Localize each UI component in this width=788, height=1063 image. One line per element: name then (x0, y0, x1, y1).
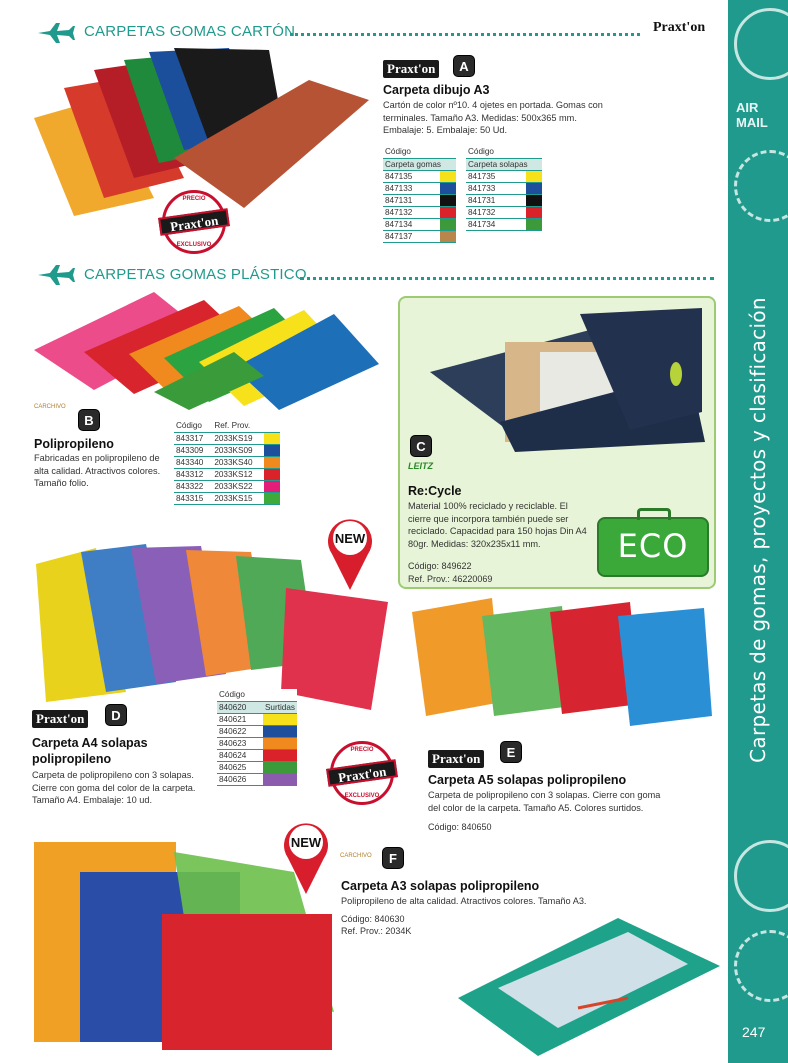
balloon-stamp-icon (734, 150, 788, 222)
cell-code: 843312 (174, 468, 212, 480)
color-swatch (526, 182, 542, 194)
table-row (466, 170, 542, 182)
cell-code: 847135 (383, 170, 440, 182)
product-f-code: Código: 840630 (341, 914, 405, 924)
cell-code: 840624 (217, 749, 263, 761)
color-swatch (440, 230, 456, 242)
new-label: NEW (334, 531, 366, 546)
table-row (383, 194, 456, 206)
color-swatch (263, 749, 297, 761)
table-header: Código (174, 420, 212, 432)
cell-code: 847131 (383, 194, 440, 206)
color-swatch (440, 218, 456, 230)
table-row (466, 194, 542, 206)
price-stamp-a4 (330, 741, 394, 805)
new-label: NEW (290, 835, 322, 850)
product-e-title: Carpeta A5 solapas polipropileno (428, 773, 627, 787)
color-swatch (263, 737, 297, 749)
cell-ref: 2033KS15 (212, 492, 264, 504)
color-swatch (263, 725, 297, 737)
cell-code: 841734 (466, 218, 526, 230)
new-badge-icon-2 (280, 818, 332, 896)
sidebar-category-title: Carpetas de gomas, proyectos y clasificación (746, 297, 770, 763)
product-e-brand: Praxt'on (428, 750, 484, 768)
color-swatch (440, 170, 456, 182)
product-c-code: Código: 849622 (408, 561, 472, 571)
product-d-brand: Praxt'on (32, 710, 88, 728)
product-b-table (174, 420, 280, 505)
section-title-carton: CARPETAS GOMAS CARTÓN (84, 23, 296, 40)
table-row (383, 218, 456, 230)
color-swatch (264, 480, 280, 492)
price-stamp-top: PRECIO (182, 196, 206, 202)
cell-code: 840621 (217, 713, 263, 725)
product-c-letter: C (410, 435, 432, 457)
sidebar (728, 0, 788, 1063)
cell-code: 840626 (217, 773, 263, 785)
color-swatch (526, 194, 542, 206)
product-f-letter: F (382, 847, 404, 869)
cell-code: 841733 (466, 182, 526, 194)
postmark-stamp-icon-bottom (734, 840, 788, 912)
product-a-letter: A (453, 55, 475, 77)
color-swatch (526, 218, 542, 230)
cell-code: 840622 (217, 725, 263, 737)
table-row (383, 182, 456, 194)
table-subheader-assorted: Surtidas (264, 702, 295, 712)
cell-ref: 2033KS22 (212, 480, 264, 492)
cell-code: 840623 (217, 737, 263, 749)
product-a-table-gomas (383, 146, 456, 243)
product-b-title: Polipropileno (34, 437, 114, 451)
price-stamp-carton (162, 190, 226, 254)
table-row (217, 725, 297, 737)
table-subheader-code: 840620 (217, 701, 263, 713)
cell-code: 843309 (174, 444, 212, 456)
brand-logo: Praxt'on (653, 20, 706, 35)
price-stamp-bottom: EXCLUSIVO (344, 793, 380, 799)
product-b-letter: B (78, 409, 100, 431)
color-swatch (264, 456, 280, 468)
table-row (383, 170, 456, 182)
color-swatch (263, 713, 297, 725)
postmark-stamp-icon-bottom-2 (734, 930, 788, 1002)
page-number: 247 (742, 1024, 766, 1040)
section-divider-2 (300, 277, 714, 280)
product-a-brand: Praxt'on (383, 60, 439, 78)
color-swatch (264, 444, 280, 456)
product-f-brand: CARCHIVO (340, 853, 372, 859)
product-b-description: Fabricadas en polipropileno de alta calidad. Atractivos colores. Tamaño folio. (34, 453, 161, 488)
color-swatch (440, 182, 456, 194)
product-b-brand: CARCHIVO (34, 404, 66, 410)
color-swatch (440, 194, 456, 206)
product-c-ref: Ref. Prov.: 46220069 (408, 574, 493, 584)
product-e-letter: E (500, 741, 522, 763)
table-row (174, 444, 280, 456)
table-subheader: Carpeta gomas (383, 158, 456, 170)
product-image-polypropylene-folders (34, 292, 394, 410)
eco-briefcase-icon (597, 517, 709, 577)
color-swatch (263, 761, 297, 773)
airplane-icon (36, 22, 76, 44)
price-stamp-top: PRECIO (350, 747, 374, 753)
cell-code: 840625 (217, 761, 263, 773)
product-c-description: Material 100% reciclado y reciclable. El cierre que incorpora también puede ser reciclado. Capacidad para 150 hojas Din A4 80gr. Medidas: 320x235x11 mm. (408, 501, 587, 549)
cell-code: 841735 (466, 170, 526, 182)
table-row (174, 480, 280, 492)
cell-code: 843340 (174, 456, 212, 468)
table-row (383, 230, 456, 242)
color-swatch (264, 432, 280, 444)
product-f-description: Polipropileno de alta calidad. Atractivos colores. Tamaño A3. (341, 896, 587, 906)
airplane-icon-2 (36, 264, 76, 286)
product-e-description: Carpeta de polipropileno con 3 solapas. Cierre con goma del color de la carpeta. Tamaño A5. Colores surtidos. (428, 790, 661, 813)
color-swatch (264, 492, 280, 504)
product-c-title: Re:Cycle (408, 484, 462, 498)
section-divider (290, 33, 640, 36)
cell-code: 847133 (383, 182, 440, 194)
airmail-label: AIR MAIL (736, 100, 768, 130)
price-stamp-bottom: EXCLUSIVO (176, 242, 212, 248)
table-row (217, 737, 297, 749)
table-row (466, 206, 542, 218)
product-c-brand: LEITZ (408, 461, 433, 471)
cell-code: 841731 (466, 194, 526, 206)
product-d-letter: D (105, 704, 127, 726)
cell-ref: 2033KS09 (212, 444, 264, 456)
product-image-recycle-folder (420, 302, 710, 452)
product-e-code: Código: 840650 (428, 822, 492, 832)
table-row (217, 713, 297, 725)
product-d-table (217, 689, 297, 786)
cell-code: 843317 (174, 432, 212, 444)
table-row (383, 206, 456, 218)
cell-code: 847134 (383, 218, 440, 230)
table-subheader: Carpeta solapas (466, 158, 542, 170)
color-swatch (263, 773, 297, 785)
price-stamp-brand: Praxt'on (158, 208, 230, 236)
product-image-a3-green-folder (458, 918, 720, 1056)
table-row (174, 432, 280, 444)
table-header: Código (466, 146, 542, 158)
product-d-description: Carpeta de polipropileno con 3 solapas. Cierre con goma del color de la carpeta. Tamaño A4. Embalaje: 10 ud. (32, 770, 196, 805)
table-row (466, 218, 542, 230)
table-row (217, 761, 297, 773)
postmark-stamp-icon (734, 8, 788, 80)
cell-ref: 2033KS19 (212, 432, 264, 444)
cell-ref: 2033KS12 (212, 468, 264, 480)
cell-code: 841732 (466, 206, 526, 218)
cell-code: 847132 (383, 206, 440, 218)
table-header: Código (217, 689, 297, 701)
color-swatch (526, 206, 542, 218)
table-row (217, 749, 297, 761)
product-a-description: Cartón de color nº10. 4 ojetes en portada. Gomas con terminales. Tamaño A3. Medidas: 500x365 mm. Embalaje: 5. Embalaje: 50 Ud. (383, 100, 603, 135)
section-title-plastico: CARPETAS GOMAS PLÁSTICO (84, 266, 307, 283)
product-a-table-solapas (466, 146, 542, 231)
color-swatch (526, 170, 542, 182)
cell-code: 843322 (174, 480, 212, 492)
cell-code: 843315 (174, 492, 212, 504)
color-swatch (264, 468, 280, 480)
table-row (174, 468, 280, 480)
table-row (174, 456, 280, 468)
price-stamp-brand: Praxt'on (326, 759, 398, 787)
product-d-title: Carpeta A4 solapas polipropileno (32, 736, 148, 766)
table-header-ref: Ref. Prov. (212, 420, 280, 432)
product-image-a5-folders (412, 598, 718, 726)
table-row (466, 182, 542, 194)
product-f-ref: Ref. Prov.: 2034K (341, 926, 412, 936)
cell-code: 847137 (383, 230, 440, 242)
table-row (217, 773, 297, 785)
color-swatch (440, 206, 456, 218)
new-badge-icon (324, 514, 376, 592)
product-f-title: Carpeta A3 solapas polipropileno (341, 879, 540, 893)
table-row (174, 492, 280, 504)
eco-label: ECO (617, 527, 689, 565)
cell-ref: 2033KS40 (212, 456, 264, 468)
product-a-title: Carpeta dibujo A3 (383, 83, 490, 97)
table-header: Código (383, 146, 456, 158)
